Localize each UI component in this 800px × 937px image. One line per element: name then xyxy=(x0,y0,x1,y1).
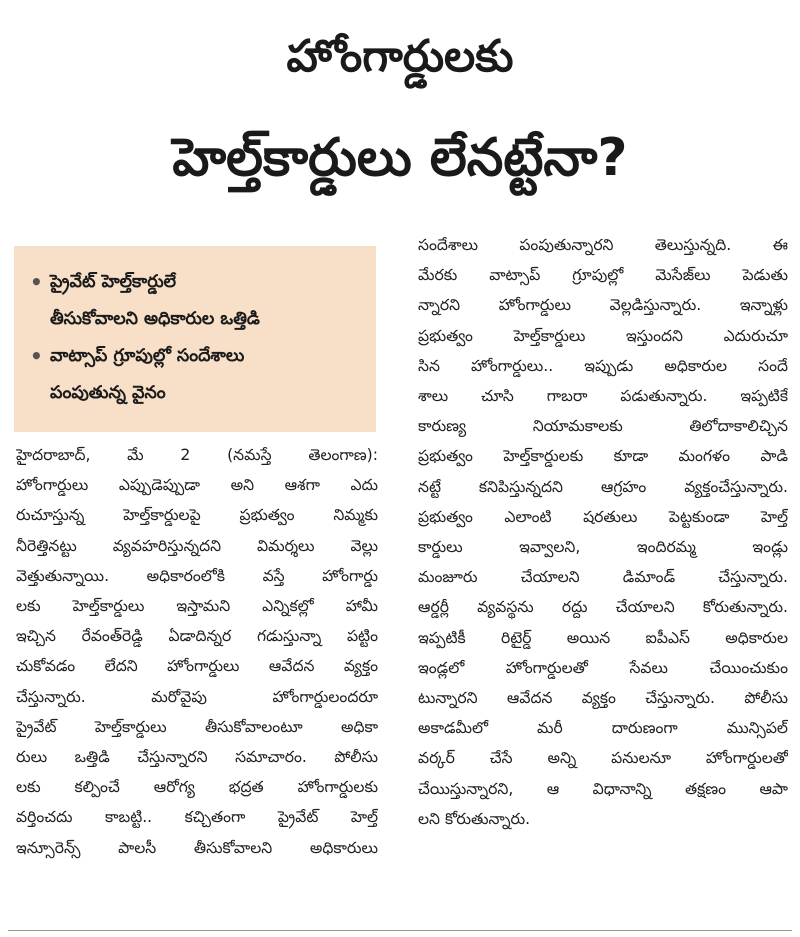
bottom-divider xyxy=(8,930,792,931)
article-text-line: ఆర్డర్లీ వ్యవస్థను రద్దు చేయాలని కోరుతున్నారు. xyxy=(418,598,788,617)
article-text-line: లకు కల్పించే ఆరోగ్య భద్రత హోంగార్డులకు xyxy=(16,778,378,797)
bullet-icon: • xyxy=(30,270,43,294)
article-text-line: ఇండ్లలో హోంగార్డులతో సేవలు చేయించుకుం xyxy=(418,658,788,677)
bullet-icon: • xyxy=(30,344,43,368)
article-text-line: ఇప్పటికీ రిటైర్డ్ అయిన ఐపీఎస్ అధికారుల xyxy=(418,628,788,647)
highlight-line: పంపుతున్న వైనం xyxy=(50,383,166,403)
article-text-line: ప్రభుత్వం ఎలాంటి షరతులు పెట్టకుండా హెల్త్ xyxy=(418,507,788,526)
highlights-list xyxy=(30,264,366,412)
article-text-line: కారుణ్య నియామకాలకు తిలోదాకాలిచ్చిన xyxy=(418,417,788,436)
article-text-line: ప్రైవేట్ హెల్త్‌కార్డులు తీసుకోవాలంటూ అధికా xyxy=(16,717,378,736)
headline-line-2: హెల్త్‌కార్డులు లేనట్టేనా? xyxy=(172,128,628,188)
article-text-line: ఇన్సూరెన్స్ పాలసీ తీసుకోవాలని అధికారులు xyxy=(16,838,378,857)
article-text-line: లకు హెల్త్‌కార్డులు ఇస్తామని ఎన్నికల్లో హామీ xyxy=(16,597,378,616)
highlight-line: ప్రైవేట్ హెల్త్‌కార్డులే xyxy=(50,272,177,292)
article-text-line: హోంగార్డులు ఎప్పుడెప్పుడా అని ఆశగా ఎదు xyxy=(16,476,378,495)
article-text-line: మంజూరు చేయాలని డిమాండ్ చేస్తున్నారు. xyxy=(418,568,788,587)
article-text-line: చేయిస్తున్నారని, ఆ విధానాన్ని తక్షణం ఆపా xyxy=(418,779,788,798)
article-text-line: సిన హోంగార్డులు.. ఇప్పుడు అధికారుల సందే xyxy=(418,356,788,375)
article-text-line: నట్టే కనిపిస్తున్నదని ఆగ్రహం వ్యక్తంచేస్తున్నారు. xyxy=(418,477,788,496)
highlights-box xyxy=(14,246,376,432)
article-text-line: లని కోరుతున్నారు. xyxy=(418,809,531,828)
highlight-item xyxy=(30,264,366,338)
article-text-line: వెత్తుతున్నాయి. అధికారంలోకి వస్తే హోంగార్డు xyxy=(16,566,378,585)
article-text-line: రులు ఒత్తిడి చేస్తున్నారని సమాచారం. పోలీసు xyxy=(16,748,378,767)
highlight-line: తీసుకోవాలని అధికారుల ఒత్తిడి xyxy=(50,309,260,329)
article-text-line: మేరకు వాట్సాప్ గ్రూపుల్లో మెసేజ్‌లు పెడుతు xyxy=(418,266,788,285)
article-text-line: ప్రభుత్వం హెల్త్‌కార్డులకు కూడా మంగళం పాడి xyxy=(418,447,788,466)
article-text-line: ప్రభుత్వం హెల్త్‌కార్డులు ఇస్తుందని ఎదురుచూ xyxy=(418,326,788,345)
article-text-line: శాలు చూసి గాబరా పడుతున్నారు. ఇప్పటికే xyxy=(418,387,788,406)
article-text-line: సందేశాలు పంపుతున్నారని తెలుస్తున్నది. ఈ xyxy=(418,236,788,254)
highlight-item xyxy=(30,338,366,412)
article-text-line: ఇచ్చిన రేవంత్‌రెడ్డి ఏడాదిన్నర గడుస్తున్నా పట్టిం xyxy=(16,627,378,646)
article-text-line: టున్నారని ఆవేదన వ్యక్తం చేస్తున్నారు. పోలీసు xyxy=(418,689,788,708)
article-text-line: న్నారని హోంగార్డులు వెల్లడిస్తున్నారు. ఇన్నాళ్లు xyxy=(418,296,788,315)
article-text-line: వర్తించదు కాబట్టి.. కచ్చితంగా ప్రైవేట్ హెల్త్ xyxy=(16,808,378,827)
article-column-left xyxy=(16,440,378,863)
article-text-line: అకాడమీలో మరీ దారుణంగా మున్సిపల్ xyxy=(418,719,788,738)
article-text-line: హైదరాబాద్, మే 2 (నమస్తే తెలంగాణ): xyxy=(16,446,378,464)
article-text-line: చుకోవడం లేదని హోంగార్డులు ఆవేదన వ్యక్తం xyxy=(16,657,378,676)
article-text-line: రుచూస్తున్న హెల్త్‌కార్డులపై ప్రభుత్వం నిమ్మకు xyxy=(16,506,378,525)
article-column-right xyxy=(418,230,788,834)
headline-line-1: హోంగార్డులకు xyxy=(286,31,514,82)
article-text-line: కార్డులు ఇవ్వాలని, ఇందిరమ్మ ఇండ్లు xyxy=(418,538,788,557)
article-text-line: నీరెత్తినట్టు వ్యవహరిస్తున్నదని విమర్శలు వెల్లు xyxy=(16,536,378,555)
highlight-line: వాట్సాప్ గ్రూపుల్లో సందేశాలు xyxy=(50,346,245,366)
article-text-line: చేస్తున్నారు. మరోవైపు హోంగార్డులందరూ xyxy=(16,687,378,706)
article-text-line: వర్కర్ చేసే అన్ని పనులనూ హోంగార్డులతో xyxy=(418,749,788,768)
